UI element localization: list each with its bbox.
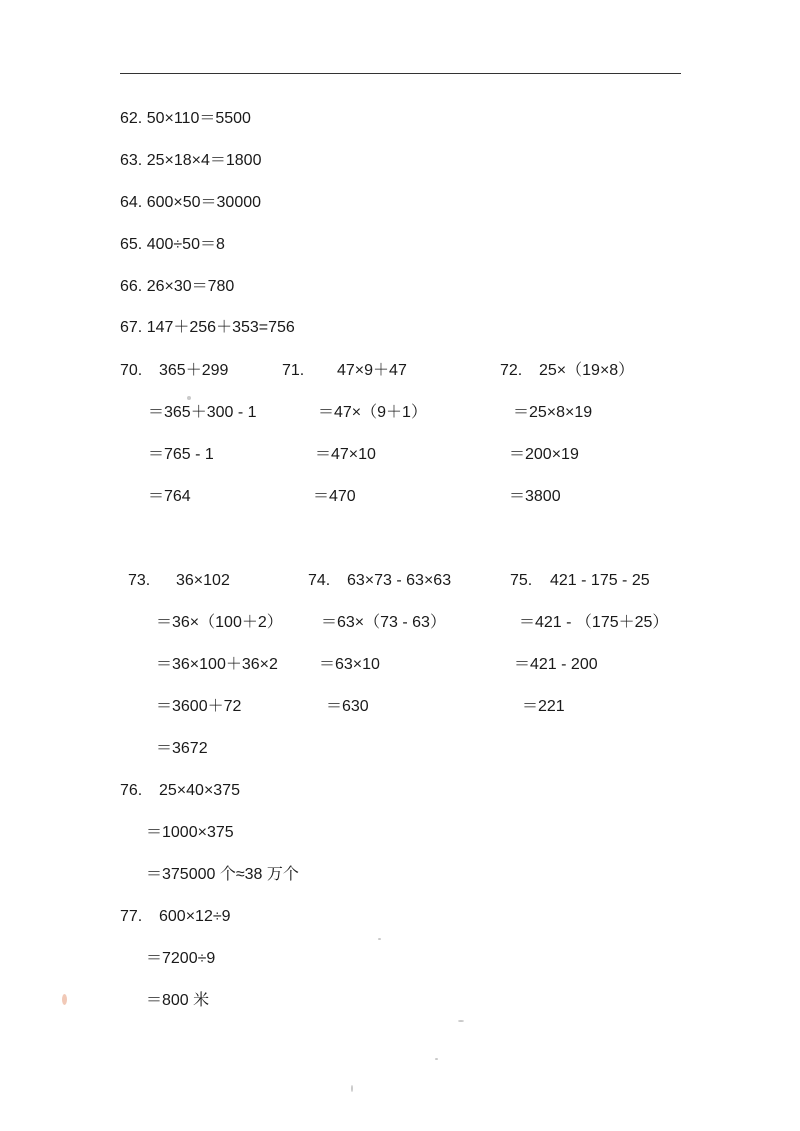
problem-73-step-4: ＝3672 bbox=[156, 740, 208, 757]
problem-71-number: 71. bbox=[282, 362, 305, 379]
header-rule bbox=[120, 73, 681, 74]
scan-speck bbox=[187, 396, 191, 400]
problem-70-step-2: ＝765 - 1 bbox=[148, 446, 214, 463]
problem-70-number: 70. bbox=[120, 362, 143, 379]
problem-73-number: 73. bbox=[128, 572, 151, 589]
problem-74-expression: 63×73 - 63×63 bbox=[347, 572, 452, 589]
problem-71-step-1: ＝47×（9＋1） bbox=[318, 404, 427, 421]
problem-74-number: 74. bbox=[308, 572, 331, 589]
scan-speck bbox=[62, 994, 67, 1005]
problem-74-step-1: ＝63×（73 - 63） bbox=[321, 614, 446, 631]
problem-70-expression: 365＋299 bbox=[159, 362, 229, 379]
answer-65: 65. 400÷50＝8 bbox=[120, 236, 225, 253]
problem-76-step-2: ＝375000 个≈38 万个 bbox=[146, 866, 299, 883]
problem-71-step-2: ＝47×10 bbox=[315, 446, 376, 463]
problem-76-step-1: ＝1000×375 bbox=[146, 824, 234, 841]
problem-73-step-1: ＝36×（100＋2） bbox=[156, 614, 283, 631]
problem-71-expression: 47×9＋47 bbox=[337, 362, 407, 379]
scan-speck bbox=[351, 1085, 353, 1092]
problem-72-step-3: ＝3800 bbox=[509, 488, 561, 505]
scan-speck bbox=[458, 1020, 464, 1022]
answer-62: 62. 50×110＝5500 bbox=[120, 110, 251, 127]
problem-75-expression: 421 - 175 - 25 bbox=[550, 572, 650, 589]
problem-73-step-3: ＝3600＋72 bbox=[156, 698, 242, 715]
answer-63: 63. 25×18×4＝1800 bbox=[120, 152, 262, 169]
problem-77-number: 77. bbox=[120, 908, 143, 925]
answer-64: 64. 600×50＝30000 bbox=[120, 194, 262, 211]
answer-66: 66. 26×30＝780 bbox=[120, 278, 235, 295]
problem-72-number: 72. bbox=[500, 362, 523, 379]
problem-74-step-2: ＝63×10 bbox=[319, 656, 380, 673]
problem-72-step-1: ＝25×8×19 bbox=[513, 404, 593, 421]
problem-72-step-2: ＝200×19 bbox=[509, 446, 579, 463]
problem-75-step-2: ＝421 - 200 bbox=[514, 656, 598, 673]
problem-75-number: 75. bbox=[510, 572, 533, 589]
problem-77-step-1: ＝7200÷9 bbox=[146, 950, 216, 967]
scan-speck bbox=[378, 938, 381, 940]
problem-72-expression: 25×（19×8） bbox=[539, 362, 635, 379]
scan-speck bbox=[435, 1058, 438, 1060]
problem-73-step-2: ＝36×100＋36×2 bbox=[156, 656, 278, 673]
problem-70-step-3: ＝764 bbox=[148, 488, 191, 505]
answer-67: 67. 147＋256＋353=756 bbox=[120, 319, 295, 336]
problem-76-number: 76. bbox=[120, 782, 143, 799]
problem-75-step-1: ＝421 - （175＋25） bbox=[519, 614, 669, 631]
problem-75-step-3: ＝221 bbox=[522, 698, 565, 715]
problem-74-step-3: ＝630 bbox=[326, 698, 369, 715]
problem-73-expression: 36×102 bbox=[176, 572, 230, 589]
problem-71-step-3: ＝470 bbox=[313, 488, 356, 505]
problem-76-expression: 25×40×375 bbox=[159, 782, 240, 799]
problem-77-expression: 600×12÷9 bbox=[159, 908, 231, 925]
problem-77-step-2: ＝800 米 bbox=[146, 992, 210, 1009]
problem-70-step-1: ＝365＋300 - 1 bbox=[148, 404, 257, 421]
